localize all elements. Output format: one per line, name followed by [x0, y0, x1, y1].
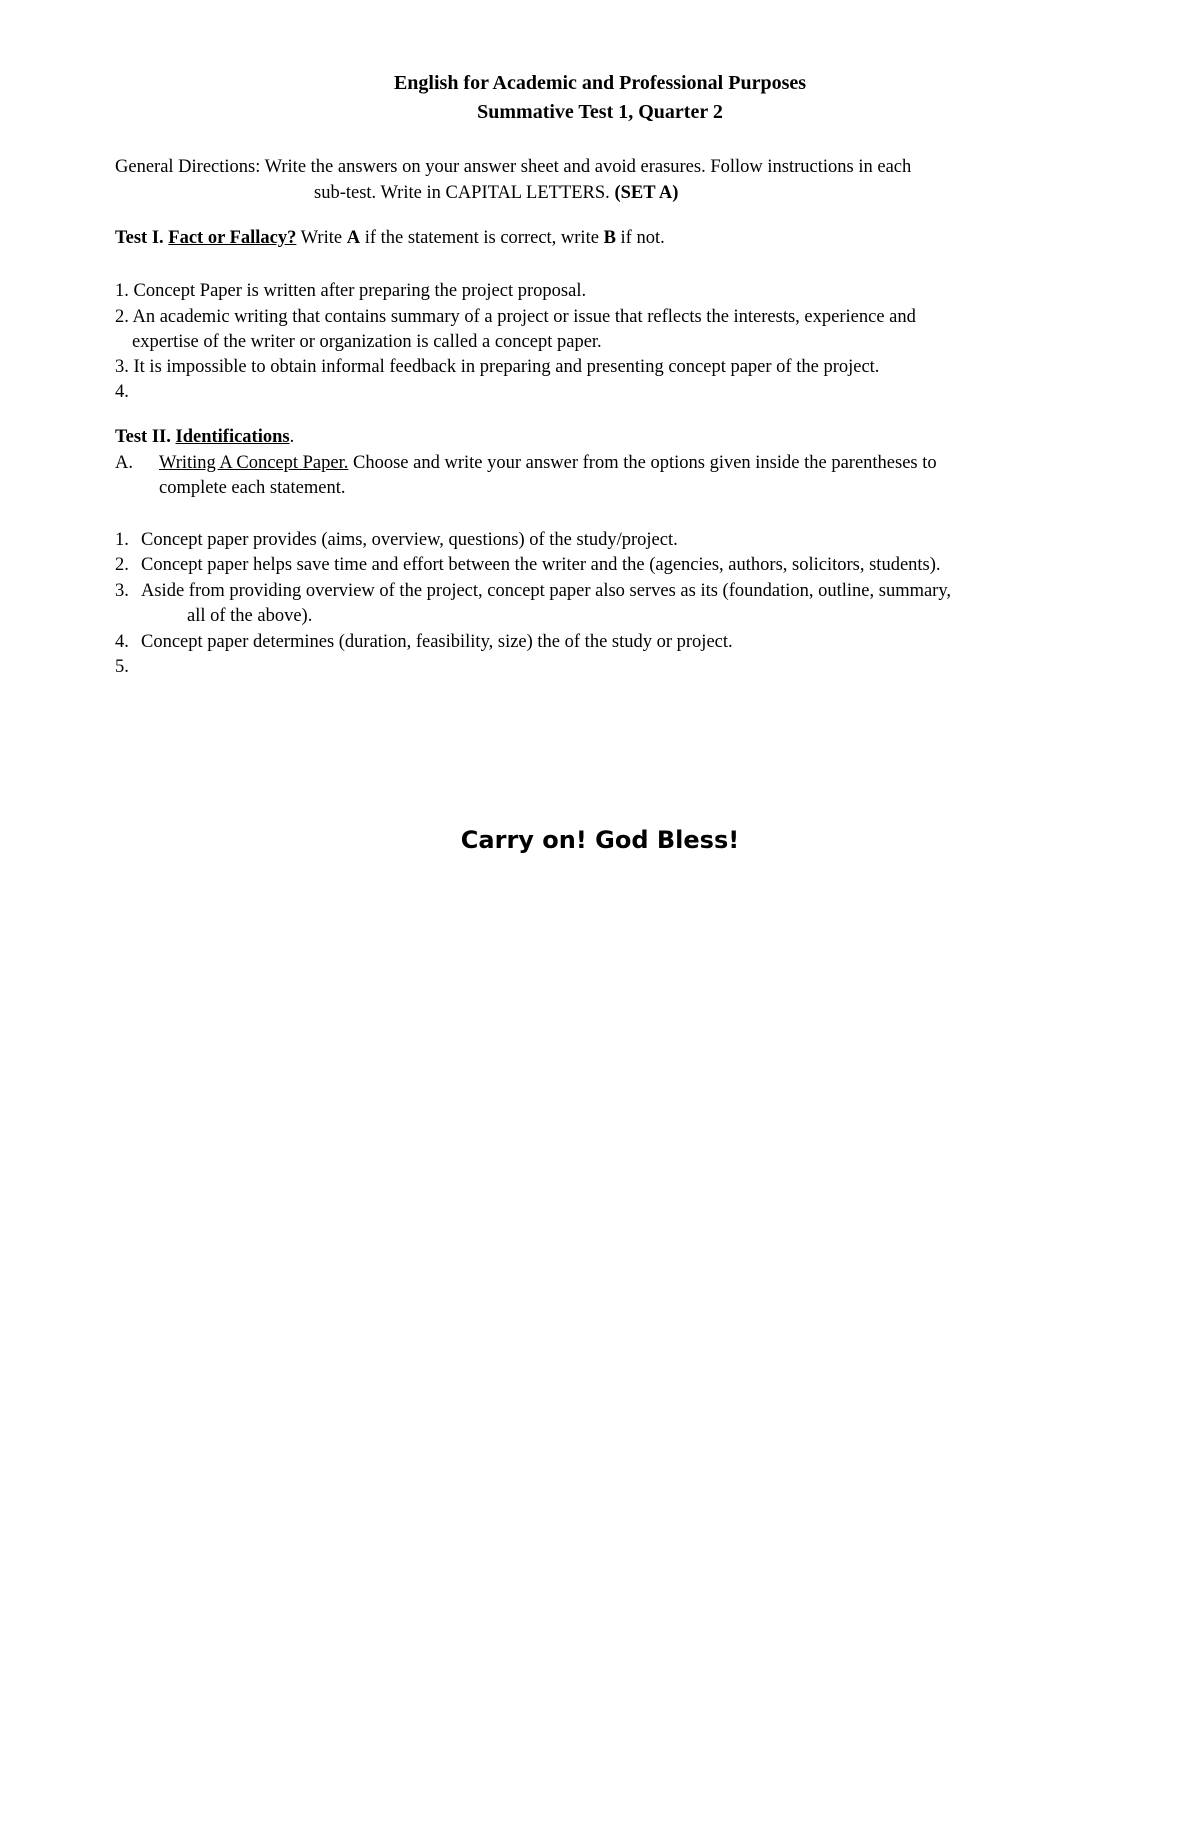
test1-key-a: A: [346, 228, 361, 248]
test2-item-1-number: 1.: [115, 530, 129, 550]
test1-item-3: 3. It is impossible to obtain informal feedback in preparing and presenting concept paper of the project.: [115, 357, 880, 377]
test2-item-2: Concept paper helps save time and effort between the writer and the (agencies, authors, solicitors, students).: [141, 555, 941, 575]
general-directions-line-1: General Directions: Write the answers on your answer sheet and avoid erasures. Follow instructions in each: [115, 157, 912, 177]
test2-item-2-number: 2.: [115, 555, 129, 575]
test1-item-1: 1. Concept Paper is written after preparing the project proposal.: [115, 281, 587, 301]
document-subtitle: Summative Test 1, Quarter 2: [477, 101, 723, 123]
section-a-title: Writing A Concept Paper.: [159, 453, 349, 473]
test2-item-4-number: 4.: [115, 632, 129, 652]
test2-period: .: [289, 427, 295, 447]
general-directions-text: sub-test. Write in CAPITAL LETTERS.: [314, 183, 615, 203]
test2-item-1: Concept paper provides (aims, overview, questions) of the study/project.: [141, 530, 678, 550]
test1-instruction-part-2: if the statement is correct, write: [360, 228, 604, 248]
test1-label: Test I.: [115, 228, 169, 248]
test2-label: Test II.: [115, 427, 176, 447]
test2-item-3-cont: all of the above).: [187, 606, 313, 626]
section-a-instruction-cont: complete each statement.: [159, 478, 346, 498]
test2-heading: [115, 427, 294, 448]
test1-item-4: 4.: [115, 382, 129, 402]
general-directions-line-2: [314, 183, 678, 204]
test1-key-b: B: [603, 228, 616, 248]
closing-message: Carry on! God Bless!: [460, 826, 740, 854]
test1-instruction-part-1: Write: [296, 228, 347, 248]
test2-item-3-number: 3.: [115, 581, 129, 601]
section-a-instruction: [159, 453, 937, 474]
test2-item-5-number: 5.: [115, 657, 129, 677]
test2-item-3: Aside from providing overview of the project, concept paper also serves as its (foundation, outline, summary,: [141, 581, 952, 601]
test1-item-2-cont: expertise of the writer or organization is called a concept paper.: [132, 332, 602, 352]
test2-name: Identifications: [175, 427, 290, 447]
test1-item-2: 2. An academic writing that contains summary of a project or issue that reflects the interests, experience and: [115, 307, 916, 327]
section-a-instruction-text: Choose and write your answer from the options given inside the parentheses to: [348, 453, 937, 473]
test1-instruction-part-3: if not.: [615, 228, 665, 248]
test2-item-4: Concept paper determines (duration, feasibility, size) the of the study or project.: [141, 632, 733, 652]
section-a-letter: A.: [115, 453, 133, 473]
test1-heading: [115, 228, 665, 249]
document-title: English for Academic and Professional Purposes: [393, 72, 807, 94]
set-label: (SET A): [614, 183, 679, 203]
test1-name: Fact or Fallacy?: [168, 228, 297, 248]
